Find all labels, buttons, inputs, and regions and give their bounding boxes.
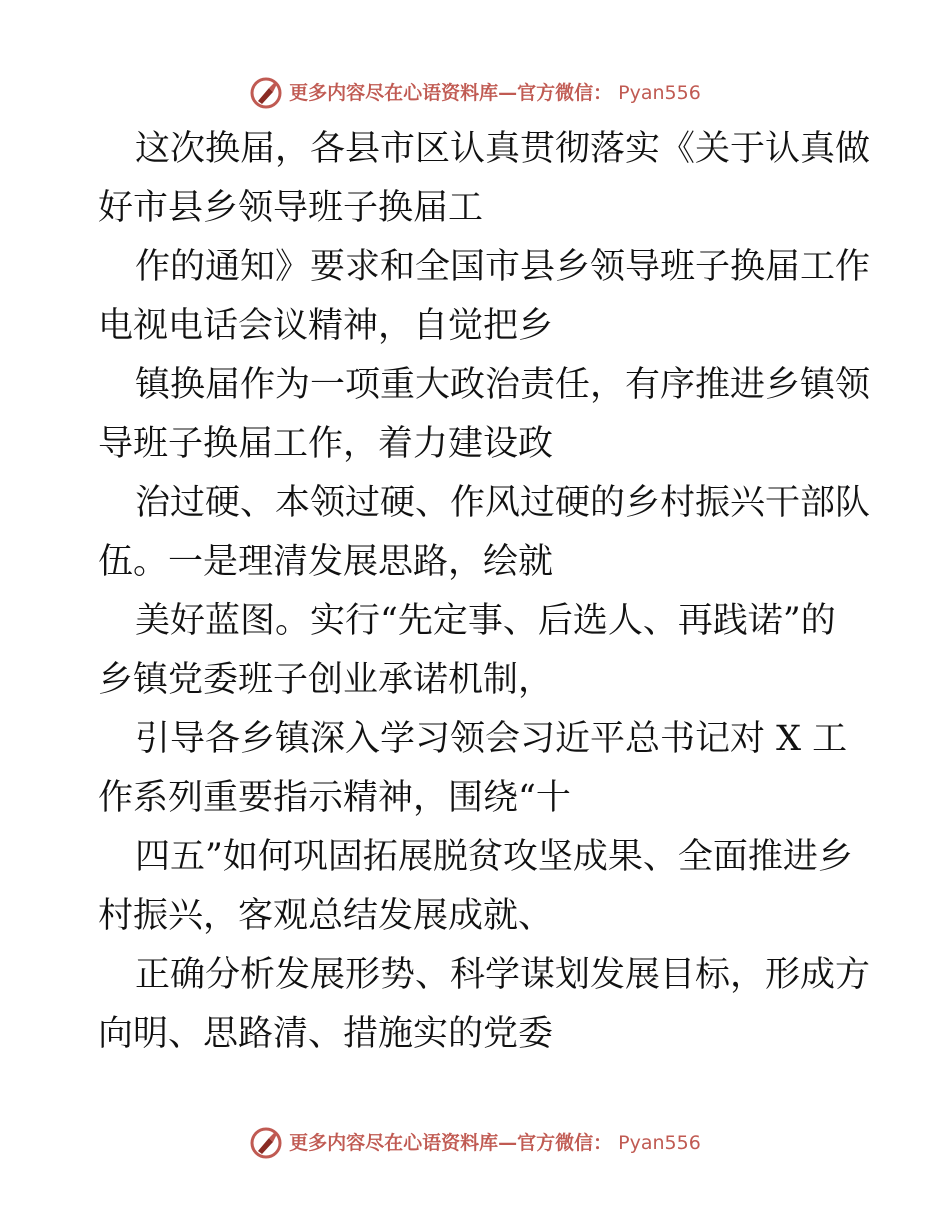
paragraph-line: 向明、思路清、措施实的党委 — [98, 1014, 554, 1054]
watermark-brand-text: 更多内容尽在心语资料库—官方微信： — [289, 82, 613, 104]
paragraph-line: 村振兴，客观总结发展成就、 — [98, 896, 554, 936]
paragraph-line: 正确分析发展形势、科学谋划发展目标，形成方 — [135, 955, 871, 995]
paragraph — [98, 592, 858, 710]
paragraph-line: 这次换届，各县市区认真贯彻落实《关于认真做 — [135, 129, 871, 169]
header-watermark — [0, 76, 950, 110]
watermark-handle: Pyan556 — [618, 1132, 701, 1154]
paragraph — [98, 120, 871, 238]
paragraph-line: 好市县乡领导班子换届工 — [98, 188, 484, 228]
paragraph — [98, 238, 871, 356]
pen-nib-logo-icon — [249, 76, 283, 110]
footer-watermark — [0, 1126, 950, 1160]
paragraph — [98, 356, 871, 474]
paragraph-line: 引导各乡镇深入学习领会习近平总书记对 X 工 — [135, 719, 848, 759]
paragraph-line: 作的通知》要求和全国市县乡领导班子换届工作 — [135, 247, 871, 287]
paragraph-line: 伍。一是理清发展思路，绘就 — [98, 542, 554, 582]
paragraph — [98, 710, 858, 828]
paragraph — [98, 946, 871, 1064]
paragraph-line: 导班子换届工作，着力建设政 — [98, 424, 554, 464]
paragraph-line: 镇换届作为一项重大政治责任，有序推进乡镇领 — [135, 365, 871, 405]
pen-nib-logo-icon — [249, 1126, 283, 1160]
paragraph-line: 电视电话会议精神，自觉把乡 — [98, 306, 554, 346]
paragraph — [98, 828, 858, 946]
paragraph-line: 乡镇党委班子创业承诺机制， — [98, 660, 554, 700]
paragraph-line: 美好蓝图。实行“先定事、后选人、再践诺”的 — [135, 601, 836, 641]
watermark-brand-text: 更多内容尽在心语资料库—官方微信： — [289, 1132, 613, 1154]
paragraph-line: 四五”如何巩固拓展脱贫攻坚成果、全面推进乡 — [135, 837, 853, 877]
watermark-handle: Pyan556 — [618, 82, 701, 104]
paragraph-line: 治过硬、本领过硬、作风过硬的乡村振兴干部队 — [135, 483, 871, 523]
paragraph — [98, 474, 871, 592]
paragraph-line: 作系列重要指示精神，围绕“十 — [98, 778, 571, 818]
document-body — [98, 120, 871, 1064]
